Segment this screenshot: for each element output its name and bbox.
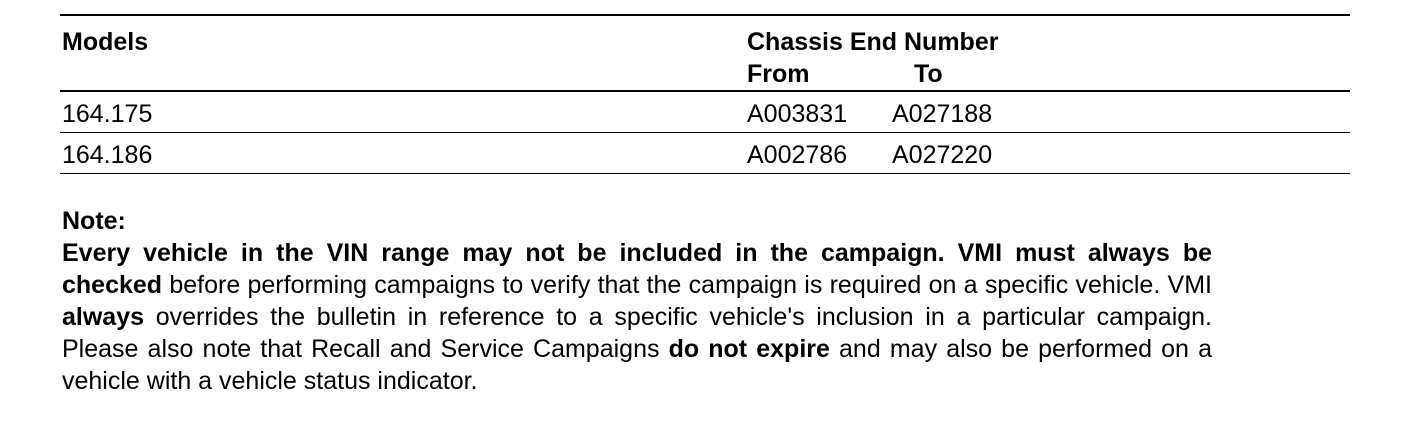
note-text-segment: overrides the bulletin in reference to a specific vehicle's inclusion in a particular campaign. Please also note that Recall and Service Campaigns [62,303,1212,363]
header-chassis-end-number: Chassis End Number [747,28,999,56]
chassis-range-table [60,14,1350,174]
header-from: From [747,60,810,88]
header-models: Models [62,28,149,56]
note-text-segment: before performing campaigns to verify that the campaign is required on a specific vehicle. VMI [162,271,1212,299]
note-bold-do-not-expire: do not expire [668,335,830,363]
row-to: A027188 [892,100,993,128]
row-model: 164.186 [62,141,153,169]
note-bold-always: always [62,303,145,331]
table-row [60,133,1350,173]
header-to: To [914,60,943,88]
note-paragraph [62,237,1212,397]
note-text-segment: and may also be performed on a vehicle with a vehicle status indicator. [62,335,1212,395]
row-model: 164.175 [62,100,153,128]
row-from: A003831 [747,100,848,128]
table-bottom-rule [60,173,1350,174]
note-bold-segment: Every vehicle in the VIN range may not be included in the campaign. VMI must always be checked [62,239,1212,299]
table-row [60,92,1350,132]
note-label: Note: [62,207,126,235]
table-header [60,16,1350,90]
row-from: A002786 [747,141,848,169]
note-section [62,205,1212,397]
row-to: A027220 [892,141,993,169]
